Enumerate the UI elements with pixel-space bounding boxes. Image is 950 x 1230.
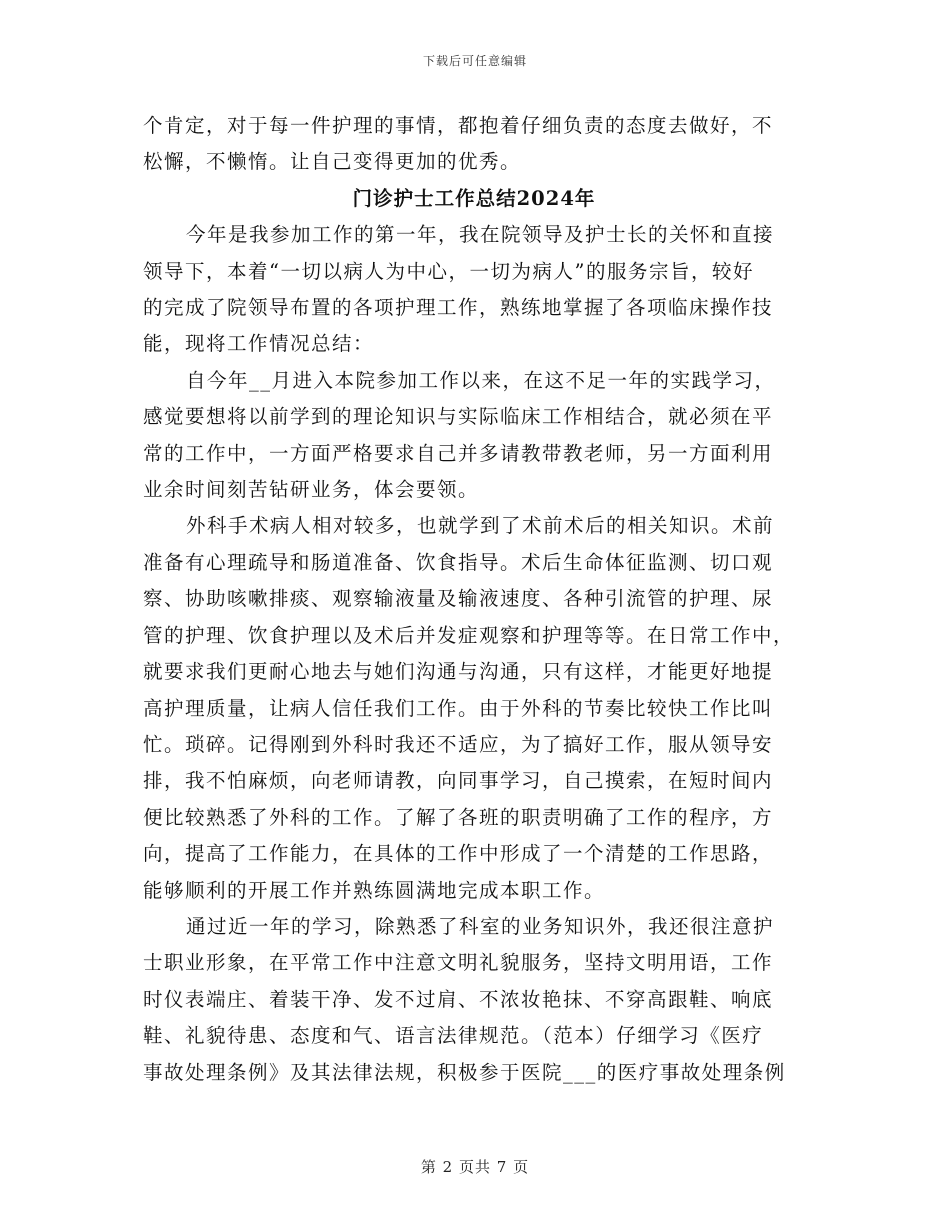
document-body <box>143 108 805 1091</box>
paragraph-line: 业余时间刻苦钻研业务，体会要领。 <box>143 478 480 502</box>
paragraph-line: 能够顺利的开展工作并熟练圆满地完成本职工作。 <box>143 878 606 902</box>
paragraph-line: 时仪表端庄、着装干净、发不过肩、不浓妆艳抹、不穿高跟鞋、响底 <box>143 987 774 1011</box>
paragraph-line: 高护理质量，让病人信任我们工作。由于外科的节奏比较快工作比叫 <box>143 696 774 720</box>
section-title: 门诊护士工作总结2024年 <box>352 186 596 210</box>
page-header: 下载后可任意编辑 <box>422 54 527 68</box>
paragraph-line: 就要求我们更耐心地去与她们沟通与沟通，只有这样，才能更好地提 <box>143 660 774 684</box>
paragraph-line: 今年是我参加工作的第一年，我在院领导及护士长的关怀和直接 <box>186 223 775 247</box>
paragraph-line: 便比较熟悉了外科的工作。了解了各班的职责明确了工作的程序，方 <box>143 805 774 829</box>
paragraph-line: 自今年__月进入本院参加工作以来，在这不足一年的实践学习， <box>186 368 776 392</box>
paragraph-line: 外科手术病人相对较多，也就学到了术前术后的相关知识。术前 <box>186 514 775 538</box>
paragraph-line: 个肯定，对于每一件护理的事情，都抱着仔细负责的态度去做好，不 <box>143 114 774 137</box>
paragraph-line: 通过近一年的学习，除熟悉了科室的业务知识外，我还很注意护 <box>186 914 775 938</box>
paragraph-line: 管的护理、饮食护理以及术后并发症观察和护理等等。在日常工作中， <box>143 623 795 647</box>
paragraph-line: 能，现将工作情况总结： <box>143 332 375 356</box>
paragraph-line: 排，我不怕麻烦，向老师请教，向同事学习，自己摸索，在短时间内 <box>143 769 774 793</box>
paragraph-line: 的完成了院领导布置的各项护理工作，熟练地掌握了各项临床操作技 <box>143 296 774 320</box>
paragraph-line: 察、协助咳嗽排痰、观察输液量及输液速度、各种引流管的护理、尿 <box>143 587 774 611</box>
paragraph-line: 向，提高了工作能力，在具体的工作中形成了一个清楚的工作思路， <box>143 842 774 866</box>
paragraph-line: 鞋、礼貌待患、态度和气、语言法律规范。（范本）仔细学习《医疗 <box>143 1024 764 1048</box>
paragraph-line: 常的工作中，一方面严格要求自己并多请教带教老师，另一方面利用 <box>143 441 774 465</box>
paragraph-line: 感觉要想将以前学到的理论知识与实际临床工作相结合，就必须在平 <box>143 405 774 429</box>
paragraph-line: 事故处理条例》及其法律法规，积极参于医院___的医疗事故处理条例 <box>143 1060 786 1084</box>
paragraph-line: 松懈，不懒惰。让自己变得更加的优秀。 <box>143 150 522 174</box>
paragraph-line: 准备有心理疏导和肠道准备、饮食指导。术后生命体征监测、切口观 <box>143 550 774 574</box>
paragraph-line: 忙。琐碎。记得刚到外科时我还不适应，为了搞好工作，服从领导安 <box>143 732 774 756</box>
paragraph-line: 士职业形象，在平常工作中注意文明礼貌服务，坚持文明用语，工作 <box>143 951 774 975</box>
paragraph-line: 领导下，本着“一切以病人为中心，一切为病人”的服务宗旨，较好 <box>143 259 754 283</box>
page-footer: 第 2 页共 7 页 <box>420 1158 530 1176</box>
